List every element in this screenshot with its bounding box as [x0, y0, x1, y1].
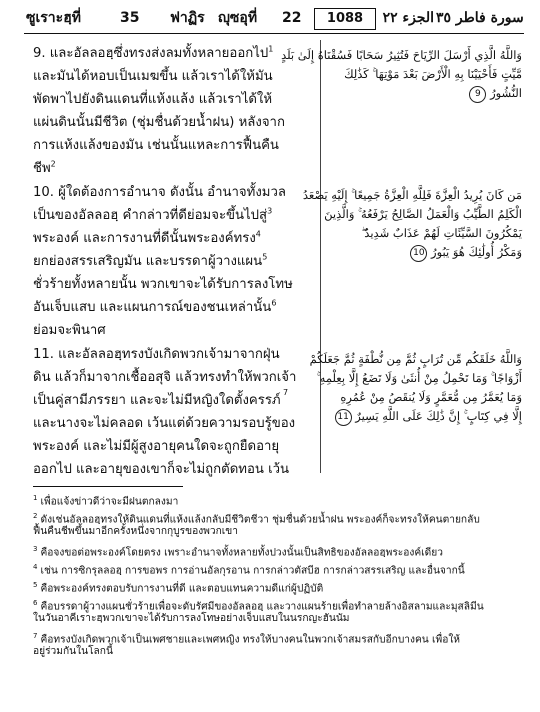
thai-line: พระองค์ และไม่มีผู้สูงอายุคนใดจะถูกยืดอายุ — [33, 439, 280, 454]
footnote-1 — [33, 491, 525, 506]
footnote-mark[interactable]: 3 — [267, 206, 273, 216]
footnote-text: คือทรงบังเกิดพวกเจ้าเป็นเพศชายและเพศหญิง ทรงให้บางคนในพวกเจ้าสมรสกับอีกบางคน เพื่อให้ — [40, 634, 461, 646]
sura-label: ซูเราะฮฺที่ — [26, 10, 81, 26]
sura-name: ฟาฏิร — [170, 10, 205, 26]
arabic-line: وَمَكْرُ أُولَٰئِكَ هُوَ يَبُورُ — [431, 245, 522, 259]
thai-line: ออกไป และอายุของเขาก็จะไม่ถูกตัดทอน เว้น — [33, 462, 290, 477]
juz-label: ญุซอุที่ — [218, 10, 258, 26]
verse-9-arabic — [281, 46, 522, 103]
thai-line: ชั่วร้ายทั้งหลายนั้น พวกเขาจะได้รับการลงโทษ — [33, 277, 293, 292]
footnote-4 — [33, 560, 525, 575]
thai-line: และมันได้หอบเป็นเมฆขึ้น แล้วเราได้ให้มัน — [33, 69, 273, 84]
footnote-mark[interactable]: 5 — [262, 252, 268, 262]
footnote-text: เช่น การซิกรุลลอฮฺ การขอพร การอ่านอัลกุรอาน การกล่าวตัสบีฮ การกล่าวสรรเสริญ และอื่นจากนี้ — [40, 565, 465, 577]
thai-line: ยกย่องสรรเสริญมัน และบรรดาผู้วางแผน — [33, 254, 263, 269]
thai-line: และนางจะไม่คลอด เว้นแต่ด้วยความรอบรู้ของ — [33, 416, 296, 431]
arabic-line: مَّيِّتٍ فَأَحْيَيْنَا بِهِ الْأَرْضَ بَعْدَ مَوْتِهَا ۚ كَذَٰلِكَ — [344, 67, 522, 81]
footnote-number: 4 — [33, 563, 38, 571]
footnote-separator — [33, 486, 183, 487]
arabic-line: أَزْوَاجًا ۚ وَمَا تَحْمِلُ مِنْ أُنثَىٰ وَلَا تَضَعُ إِلَّا بِعِلْمِهِ ۚ — [316, 371, 522, 385]
verse-11-translation — [33, 343, 315, 481]
ayah-number-marker: 11 — [335, 409, 352, 426]
footnote-text: คือพระองค์ทรงตอบรับการงานที่ดี และตอบแทนความดีแก่ผู้ปฏิบัติ — [40, 583, 324, 595]
thai-line: อันเจ็บแสบ และแผนการณ์ของชนเหล่านั้น — [33, 300, 272, 315]
footnote-mark[interactable]: 4 — [255, 229, 261, 239]
footnote-number: 2 — [33, 512, 38, 520]
footnote-mark[interactable]: 2 — [50, 159, 56, 169]
thai-line: การแห้งแล้งของมัน เช่นนั้นแหละการฟื้นคืน — [33, 138, 279, 153]
thai-line: 11. และอัลลอฮฺทรงบังเกิดพวกเจ้ามาจากฝุ่น — [33, 347, 280, 362]
column-divider — [320, 40, 321, 473]
arabic-line: وَاللَّهُ خَلَقَكُم مِّن تُرَابٍ ثُمَّ مِن نُّطْفَةٍ ثُمَّ جَعَلَكُمْ — [309, 352, 522, 366]
footnotes — [33, 491, 525, 662]
footnote-number: 3 — [33, 545, 38, 553]
thai-line: พระองค์ และการงานที่ดีนั้นพระองค์ทรง — [33, 231, 256, 246]
thai-line: ชีพ — [33, 161, 51, 176]
arabic-line: وَمَا يُعَمَّرُ مِن مُّعَمَّرٍ وَلَا يُنقَصُ مِنْ عُمُرِهِ — [340, 390, 522, 404]
footnote-number: 7 — [33, 632, 38, 640]
thai-line: ดิน แล้วก็มาจากเชื้ออสุจิ แล้วทรงทำให้พวกเจ้า — [33, 370, 297, 385]
footnote-text: เพื่อแจ้งข่าวดีว่าจะมีฝนตกลงมา — [40, 496, 179, 508]
footnote-mark[interactable]: 1 — [268, 44, 274, 54]
sura-arabic: سورة فاطر ٣٥ — [436, 10, 524, 26]
page-header — [24, 6, 524, 32]
arabic-line: إِلَّا فِي كِتَابٍ ۚ إِنَّ ذَٰلِكَ عَلَى اللَّهِ يَسِيرٌ — [355, 409, 522, 423]
arabic-line: يَمْكُرُونَ السَّيِّئَاتِ لَهُمْ عَذَابٌ شَدِيدٌ ۖ — [361, 226, 522, 240]
footnote-text: ในวันอาคีเราะฮฺพวกเขาจะได้รับการลงโทษอย่างเจ็บแสบในนรกญะฮันนัม — [33, 613, 350, 624]
ayah-number-marker: 9 — [469, 86, 486, 103]
thai-line: 9. และอัลลอฮฺซึ่งทรงส่งลมทั้งหลายออกไป — [33, 46, 269, 61]
verse-9-translation — [33, 42, 315, 180]
footnote-3 — [33, 542, 525, 557]
footnote-text: ฟื้นคืนชีพขึ้นมาอีกครั้งหนึ่งจากกุบูรของพวกเขา — [33, 526, 238, 537]
thai-line: พัดพาไปยังดินแดนที่แห้งแล้ง แล้วเราได้ให้ — [33, 92, 273, 107]
juz-number: 22 — [282, 10, 302, 26]
juz-arabic: الجزء ٢٢ — [382, 10, 434, 26]
footnote-number: 5 — [33, 581, 38, 589]
footnote-text: ดังเช่นอัลลอฮฺทรงให้ดินแดนที่แห้งแล้งกลับมีชีวิตชีวา ชุ่มชื่นด้วยน้ำฝน พระองค์ก็จะทรงให้คนตายกลับ — [40, 514, 480, 526]
thai-line: เป็นของอัลลอฮฺ คำกล่าวที่ดีย่อมจะขึ้นไปสู่ — [33, 208, 268, 223]
thai-line: 10. ผู้ใดต้องการอำนาจ ดังนั้น อำนาจทั้งมวล — [33, 185, 286, 200]
thai-line: แผ่นดินนั้นมีชีวิต (ชุ่มชื่นด้วยน้ำฝน) หลังจาก — [33, 115, 285, 130]
arabic-line: وَاللَّهُ الَّذِي أَرْسَلَ الرِّيَاحَ فَتُثِيرُ سَحَابًا فَسُقْنَاهُ إِلَىٰ بَلَدٍ — [281, 48, 522, 62]
footnote-mark[interactable]: 6 — [271, 298, 277, 308]
footnote-number: 1 — [33, 494, 38, 502]
verse-11-arabic — [309, 350, 522, 426]
verse-10-translation — [33, 181, 315, 342]
arabic-line: الْكَلِمُ الطَّيِّبُ وَالْعَمَلُ الصَّالِحُ يَرْفَعُهُ ۚ وَالَّذِينَ — [324, 207, 522, 221]
page-number: 1088 — [314, 8, 376, 30]
footnote-text: อยู่ร่วมกันในโลกนี้ — [33, 646, 113, 657]
header-rule — [24, 33, 524, 34]
footnote-7 — [33, 629, 525, 659]
arabic-line: النُّشُورُ — [490, 86, 522, 100]
arabic-line: مَن كَانَ يُرِيدُ الْعِزَّةَ فَلِلَّهِ الْعِزَّةُ جَمِيعًا ۚ إِلَيْهِ يَصْعَدُ — [302, 188, 522, 202]
thai-line: เป็นคู่สามีภรรยา และจะไม่มีหญิงใดตั้งครรภ์ — [33, 393, 281, 408]
footnote-mark[interactable]: 7 — [283, 388, 289, 397]
sura-number: 35 — [120, 10, 140, 26]
footnote-5 — [33, 578, 525, 593]
footnote-number: 6 — [33, 599, 38, 607]
footnote-6 — [33, 596, 525, 626]
verse-10-arabic — [302, 186, 522, 262]
footnote-text: คือจงขอต่อพระองค์โดยตรง เพราะอำนาจทั้งหลายทั้งปวงนั้นเป็นสิทธิของอัลลอฮฺพระองค์เดียว — [40, 547, 443, 559]
ayah-number-marker: 10 — [410, 245, 427, 262]
thai-line: ย่อมจะพินาศ — [33, 323, 106, 338]
footnote-2 — [33, 509, 525, 539]
footnote-text: คือบรรดาผู้วางแผนชั่วร้ายเพื่อจะดับรัศมีของอัลลอฮฺ และวางแผนร้ายเพื่อทำลายล้างอิสลามและมุสลิมีน — [40, 601, 484, 613]
